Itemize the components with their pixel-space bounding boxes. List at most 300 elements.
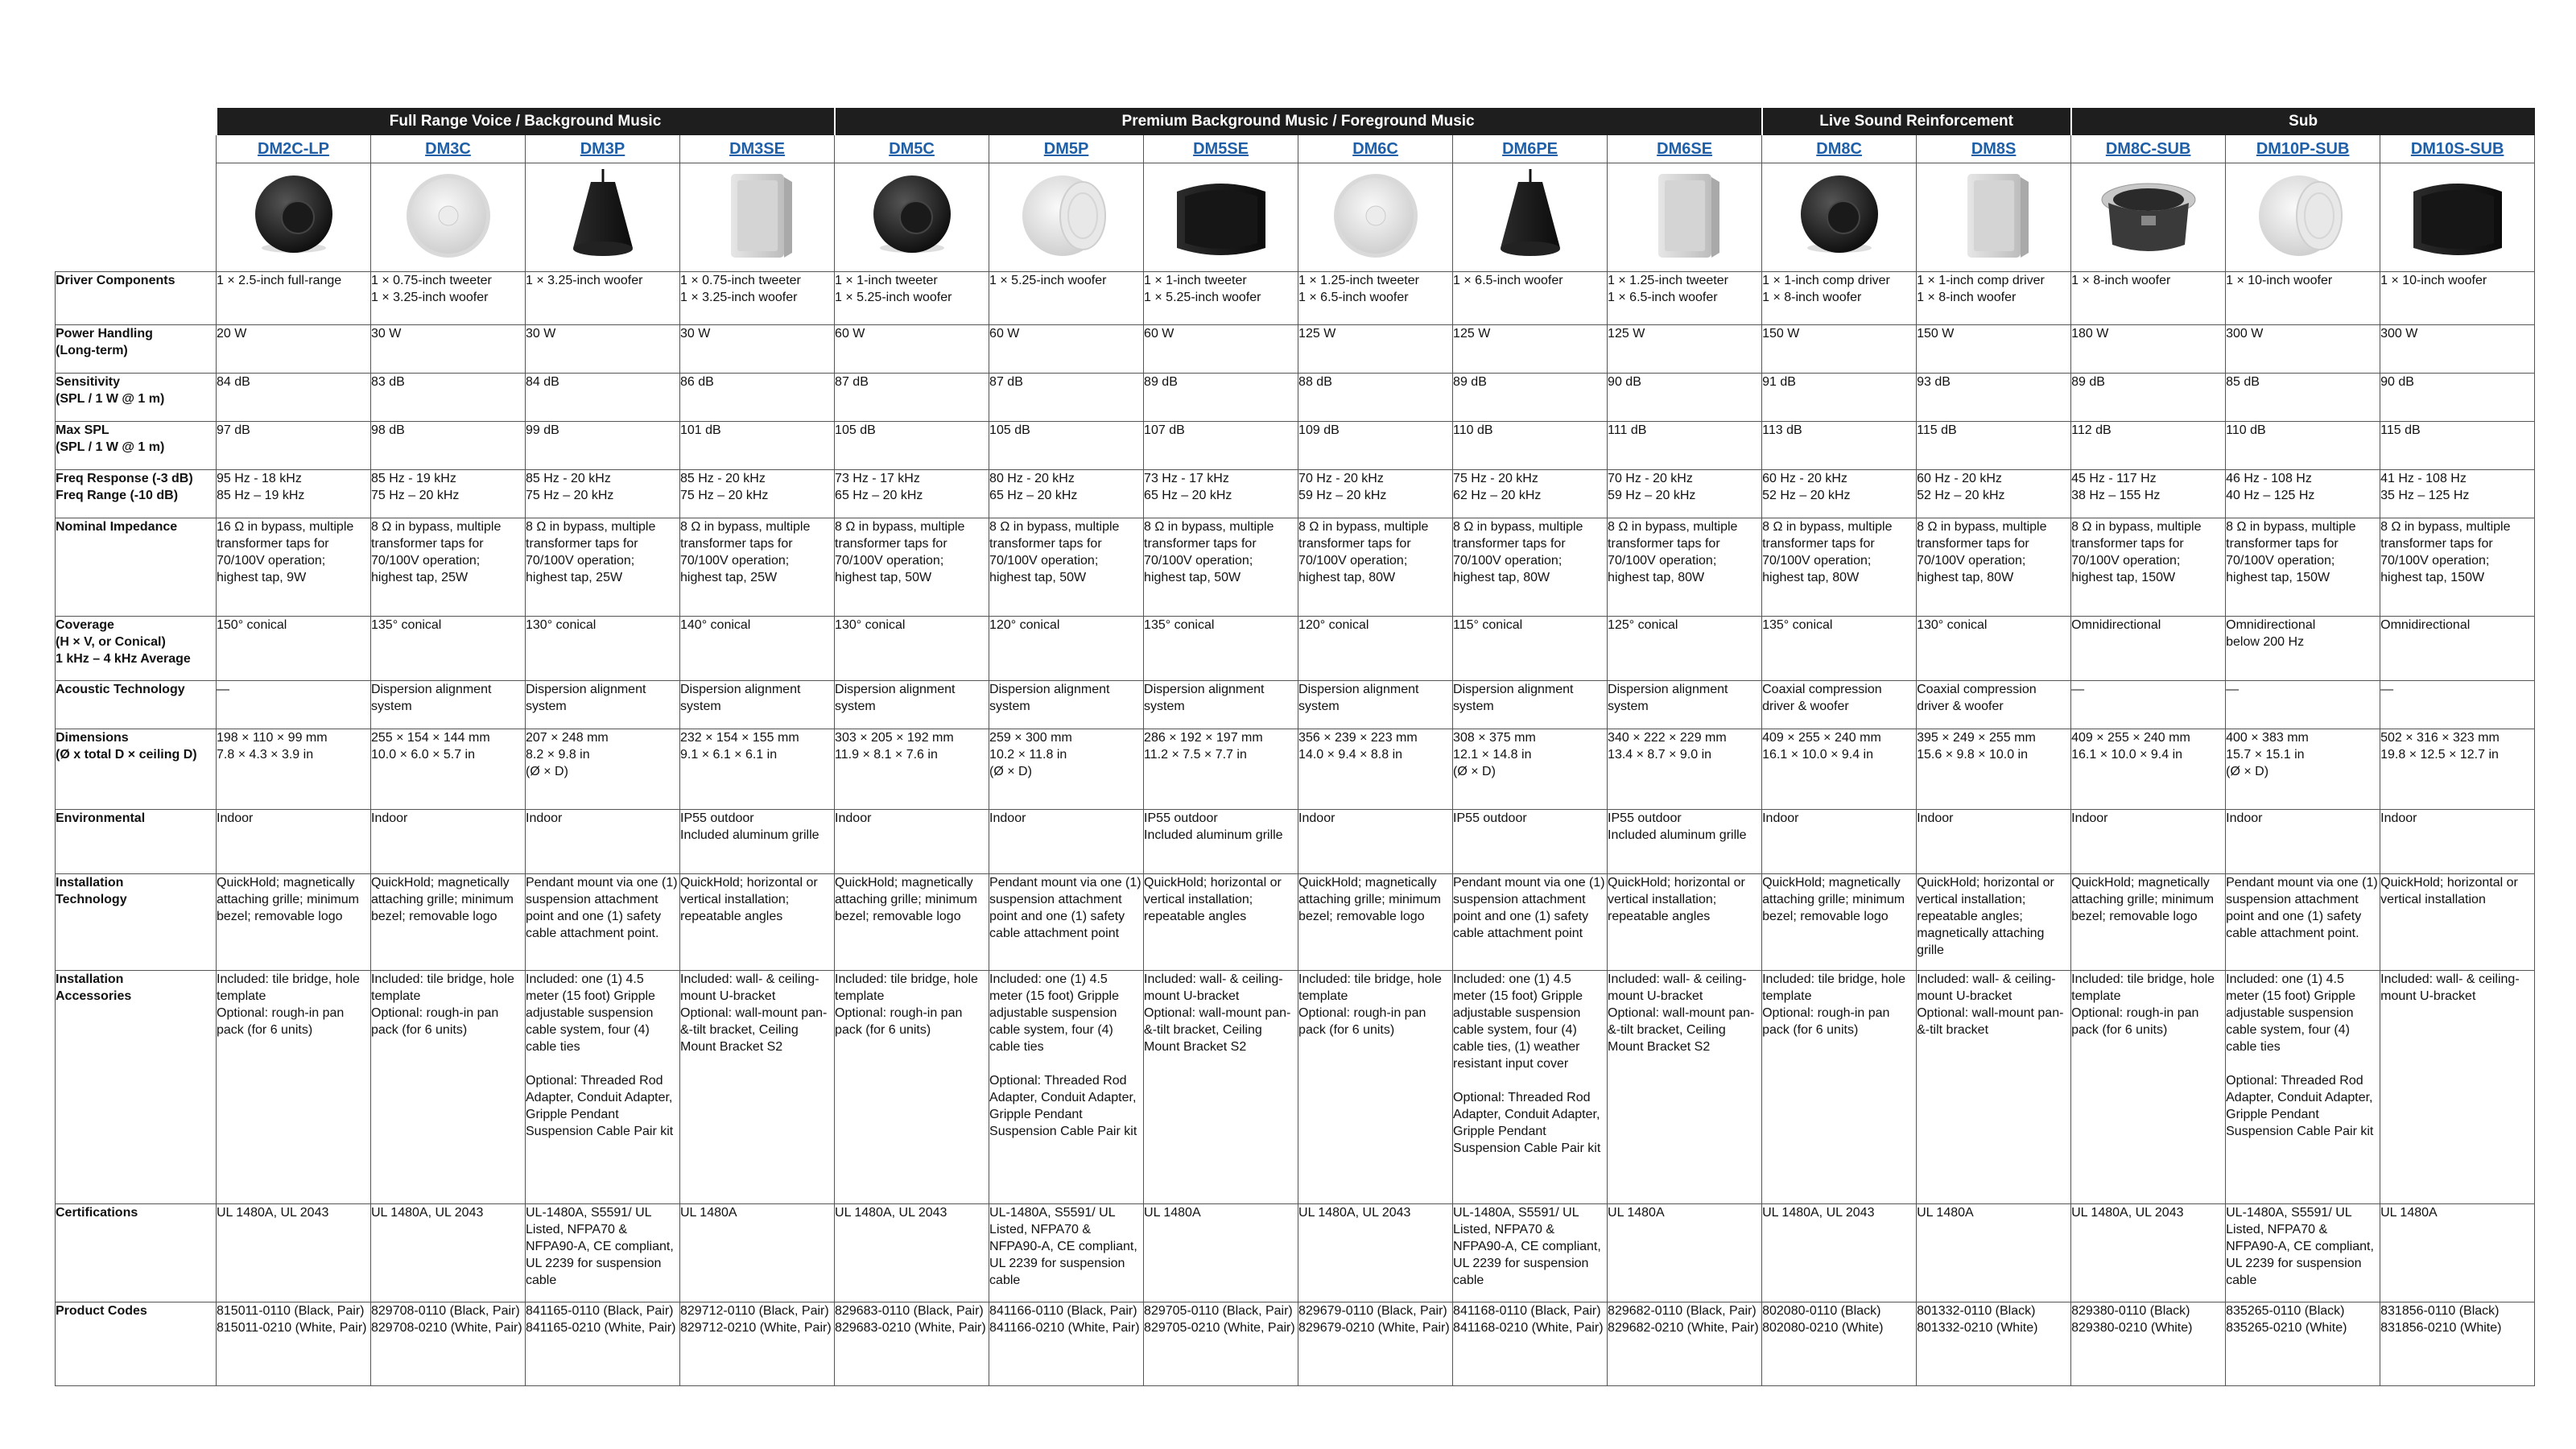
spec-cell: 60 Hz - 20 kHz 52 Hz – 20 kHz	[1762, 470, 1917, 518]
product-name-cell	[217, 135, 371, 163]
product-name-cell	[1453, 135, 1608, 163]
ceiling-speaker-white-icon	[1315, 167, 1436, 264]
group-header-row	[56, 108, 2535, 135]
spec-cell: Included: tile bridge, hole template Optional: rough-in pan pack (for 6 units)	[1298, 971, 1453, 1204]
spec-cell: 85 Hz - 20 kHz 75 Hz – 20 kHz	[526, 470, 680, 518]
spec-cell: Included: one (1) 4.5 meter (15 foot) Gripple adjustable suspension cable system, four (4) cable ties, (1) weather resistant input cover Optional: Threaded Rod Adapter, Conduit Adapter, Gripple Pendant Suspension Cable Pair kit	[1453, 971, 1608, 1204]
product-image-cell	[2226, 163, 2380, 272]
spec-cell: Included: tile bridge, hole template Optional: rough-in pan pack (for 6 units)	[217, 971, 371, 1204]
spec-cell: Dispersion alignment system	[1298, 681, 1453, 729]
product-link[interactable]: DM6PE	[1502, 139, 1558, 158]
product-link[interactable]: DM3C	[425, 139, 471, 158]
spec-cell: 91 dB	[1762, 374, 1917, 422]
spec-cell: 80 Hz - 20 kHz 65 Hz – 20 kHz	[989, 470, 1144, 518]
spec-cell: 1 × 10-inch woofer	[2380, 272, 2535, 325]
spec-cell: 30 W	[680, 325, 835, 374]
spec-cell: 815011-0110 (Black, Pair) 815011-0210 (White, Pair)	[217, 1302, 371, 1386]
pendant-speaker-white-icon	[2243, 167, 2363, 264]
spec-cell: 135° conical	[371, 617, 526, 681]
product-image-cell	[217, 163, 371, 272]
spec-cell: IP55 outdoor	[1453, 810, 1608, 874]
spec-cell: 8 Ω in bypass, multiple transformer taps for 70/100V operation; highest tap, 50W	[835, 518, 989, 617]
spec-cell: Dispersion alignment system	[835, 681, 989, 729]
spec-cell: 73 Hz - 17 kHz 65 Hz – 20 kHz	[1144, 470, 1298, 518]
spec-cell: 8 Ω in bypass, multiple transformer taps for 70/100V operation; highest tap, 150W	[2071, 518, 2226, 617]
product-name-cell	[1144, 135, 1298, 163]
spec-row	[56, 810, 2535, 874]
spec-cell: 829679-0110 (Black, Pair) 829679-0210 (White, Pair)	[1298, 1302, 1453, 1386]
spec-cell: 83 dB	[371, 374, 526, 422]
spec-row-label: Dimensions (Ø x total D × ceiling D)	[56, 729, 217, 810]
product-link[interactable]: DM8C	[1816, 139, 1862, 158]
spec-cell: 87 dB	[835, 374, 989, 422]
product-link[interactable]: DM2C-LP	[258, 139, 329, 158]
spec-row-label: Acoustic Technology	[56, 681, 217, 729]
product-image-cell	[680, 163, 835, 272]
spec-cell: 300 W	[2380, 325, 2535, 374]
spec-cell: Included: wall- & ceiling-mount U-bracket Optional: wall-mount pan-&-tilt bracket, Ceiling Mount Bracket S2	[1608, 971, 1762, 1204]
spec-cell: Included: one (1) 4.5 meter (15 foot) Gripple adjustable suspension cable system, four (4) cable ties Optional: Threaded Rod Adapter, Conduit Adapter, Gripple Pendant Suspension Cable Pair kit	[526, 971, 680, 1204]
spec-cell: 70 Hz - 20 kHz 59 Hz – 20 kHz	[1298, 470, 1453, 518]
product-image-cell	[1608, 163, 1762, 272]
spec-cell: 85 dB	[2226, 374, 2380, 422]
spec-cell: QuickHold; horizontal or vertical installation; repeatable angles; magnetically attaching grille	[1917, 874, 2071, 971]
spec-row-label: Installation Accessories	[56, 971, 217, 1204]
product-link[interactable]: DM8C-SUB	[2105, 139, 2191, 158]
product-image-cell	[989, 163, 1144, 272]
spec-cell: UL 1480A, UL 2043	[371, 1204, 526, 1302]
spec-cell: 802080-0110 (Black) 802080-0210 (White)	[1762, 1302, 1917, 1386]
spec-cell: 120° conical	[1298, 617, 1453, 681]
spec-cell: 90 dB	[1608, 374, 1762, 422]
group-header: Full Range Voice / Background Music	[217, 108, 835, 135]
spec-cell: UL 1480A	[680, 1204, 835, 1302]
spec-cell: 8 Ω in bypass, multiple transformer taps for 70/100V operation; highest tap, 80W	[1917, 518, 2071, 617]
product-link[interactable]: DM5C	[889, 139, 935, 158]
spec-cell: 259 × 300 mm 10.2 × 11.8 in (Ø × D)	[989, 729, 1144, 810]
spec-cell: 16 Ω in bypass, multiple transformer taps for 70/100V operation; highest tap, 9W	[217, 518, 371, 617]
spec-cell: IP55 outdoor Included aluminum grille	[680, 810, 835, 874]
spec-cell: 115 dB	[2380, 422, 2535, 470]
surface-speaker-white-icon	[1934, 167, 2054, 264]
spec-cell: 109 dB	[1298, 422, 1453, 470]
spec-row	[56, 1302, 2535, 1386]
spec-cell: 829683-0110 (Black, Pair) 829683-0210 (White, Pair)	[835, 1302, 989, 1386]
spec-cell: QuickHold; magnetically attaching grille; minimum bezel; removable logo	[1762, 874, 1917, 971]
spec-cell: Included: wall- & ceiling-mount U-bracket	[2380, 971, 2535, 1204]
spec-cell: 99 dB	[526, 422, 680, 470]
product-image-row	[56, 163, 2535, 272]
surface-speaker-white-icon	[1624, 167, 1745, 264]
group-header: Sub	[2071, 108, 2535, 135]
spec-row	[56, 518, 2535, 617]
spec-cell: 130° conical	[835, 617, 989, 681]
spec-cell: 93 dB	[1917, 374, 2071, 422]
spec-cell: Indoor	[989, 810, 1144, 874]
spec-cell: 150 W	[1917, 325, 2071, 374]
spec-cell: 841168-0110 (Black, Pair) 841168-0210 (White, Pair)	[1453, 1302, 1608, 1386]
spec-cell: 125 W	[1453, 325, 1608, 374]
spec-cell: 8 Ω in bypass, multiple transformer taps for 70/100V operation; highest tap, 25W	[371, 518, 526, 617]
spec-cell: 1 × 1-inch comp driver 1 × 8-inch woofer	[1762, 272, 1917, 325]
product-name-cell	[1608, 135, 1762, 163]
spec-cell: —	[2071, 681, 2226, 729]
spec-cell: 409 × 255 × 240 mm 16.1 × 10.0 × 9.4 in	[1762, 729, 1917, 810]
spec-cell: Omnidirectional	[2380, 617, 2535, 681]
spec-row	[56, 374, 2535, 422]
product-image-cell	[526, 163, 680, 272]
spec-cell: 841166-0110 (Black, Pair) 841166-0210 (White, Pair)	[989, 1302, 1144, 1386]
product-image-cell	[1762, 163, 1917, 272]
spec-cell: 8 Ω in bypass, multiple transformer taps for 70/100V operation; highest tap, 50W	[1144, 518, 1298, 617]
spec-cell: 300 W	[2226, 325, 2380, 374]
spec-cell: UL-1480A, S5591/ UL Listed, NFPA70 & NFPA90-A, CE compliant, UL 2239 for suspension cable	[2226, 1204, 2380, 1302]
spec-cell: Omnidirectional	[2071, 617, 2226, 681]
spec-cell: 130° conical	[526, 617, 680, 681]
spec-cell: 831856-0110 (Black) 831856-0210 (White)	[2380, 1302, 2535, 1386]
spec-row-label: Driver Components	[56, 272, 217, 325]
spec-cell: 84 dB	[526, 374, 680, 422]
spec-cell: 90 dB	[2380, 374, 2535, 422]
product-name-cell	[2071, 135, 2226, 163]
pendant-speaker-black-icon	[543, 167, 663, 264]
product-link[interactable]: DM8S	[1971, 139, 2017, 158]
spec-cell: Included: tile bridge, hole template Optional: rough-in pan pack (for 6 units)	[835, 971, 989, 1204]
spec-cell: Dispersion alignment system	[371, 681, 526, 729]
spec-cell: 8 Ω in bypass, multiple transformer taps for 70/100V operation; highest tap, 25W	[680, 518, 835, 617]
spec-cell: 829705-0110 (Black, Pair) 829705-0210 (White, Pair)	[1144, 1302, 1298, 1386]
header-corner	[56, 163, 217, 272]
spec-cell: 113 dB	[1762, 422, 1917, 470]
spec-cell: 135° conical	[1144, 617, 1298, 681]
spec-cell: 89 dB	[2071, 374, 2226, 422]
product-image-cell	[835, 163, 989, 272]
spec-cell: Dispersion alignment system	[1144, 681, 1298, 729]
spec-cell: QuickHold; horizontal or vertical installation; repeatable angles	[1608, 874, 1762, 971]
spec-row-label: Nominal Impedance	[56, 518, 217, 617]
product-link[interactable]: DM10P-SUB	[2256, 139, 2350, 158]
product-image-cell	[1453, 163, 1608, 272]
spec-cell: 60 W	[1144, 325, 1298, 374]
product-link[interactable]: DM5SE	[1193, 139, 1249, 158]
spec-cell: 105 dB	[835, 422, 989, 470]
spec-row	[56, 729, 2535, 810]
spec-cell: Included: wall- & ceiling-mount U-bracket Optional: wall-mount pan-&-tilt bracket, Ceiling Mount Bracket S2	[680, 971, 835, 1204]
spec-cell: 107 dB	[1144, 422, 1298, 470]
spec-cell: QuickHold; magnetically attaching grille; minimum bezel; removable logo	[2071, 874, 2226, 971]
spec-cell: 60 Hz - 20 kHz 52 Hz – 20 kHz	[1917, 470, 2071, 518]
spec-cell: 120° conical	[989, 617, 1144, 681]
spec-cell: Pendant mount via one (1) suspension attachment point and one (1) safety cable attachment point	[989, 874, 1144, 971]
spec-cell: 111 dB	[1608, 422, 1762, 470]
spec-cell: 98 dB	[371, 422, 526, 470]
spec-cell: 829380-0110 (Black) 829380-0210 (White)	[2071, 1302, 2226, 1386]
spec-cell: Omnidirectional below 200 Hz	[2226, 617, 2380, 681]
spec-cell: 41 Hz - 108 Hz 35 Hz – 125 Hz	[2380, 470, 2535, 518]
spec-cell: 8 Ω in bypass, multiple transformer taps for 70/100V operation; highest tap, 80W	[1608, 518, 1762, 617]
product-name-cell	[2226, 135, 2380, 163]
spec-cell: Included: wall- & ceiling-mount U-bracket Optional: wall-mount pan-&-tilt bracket	[1917, 971, 2071, 1204]
spec-cell: UL 1480A	[1917, 1204, 2071, 1302]
spec-cell: 1 × 1.25-inch tweeter 1 × 6.5-inch woofer	[1608, 272, 1762, 325]
spec-cell: Pendant mount via one (1) suspension attachment point and one (1) safety cable attachment point	[1453, 874, 1608, 971]
spec-cell: 180 W	[2071, 325, 2226, 374]
spec-cell: Pendant mount via one (1) suspension attachment point and one (1) safety cable attachment point.	[2226, 874, 2380, 971]
spec-cell: 95 Hz - 18 kHz 85 Hz – 19 kHz	[217, 470, 371, 518]
spec-cell: 1 × 1-inch tweeter 1 × 5.25-inch woofer	[835, 272, 989, 325]
spec-cell: 1 × 10-inch woofer	[2226, 272, 2380, 325]
spec-cell: UL 1480A	[1608, 1204, 1762, 1302]
spec-cell: UL-1480A, S5591/ UL Listed, NFPA70 & NFPA90-A, CE compliant, UL 2239 for suspension cable	[1453, 1204, 1608, 1302]
spec-cell: 841165-0110 (Black, Pair) 841165-0210 (White, Pair)	[526, 1302, 680, 1386]
spec-cell: Dispersion alignment system	[1453, 681, 1608, 729]
spec-cell: UL 1480A, UL 2043	[2071, 1204, 2226, 1302]
spec-cell: QuickHold; horizontal or vertical installation	[2380, 874, 2535, 971]
spec-cell: 150 W	[1762, 325, 1917, 374]
spec-cell: QuickHold; magnetically attaching grille; minimum bezel; removable logo	[835, 874, 989, 971]
pendant-speaker-black-icon	[1470, 167, 1591, 264]
spec-cell: Coaxial compression driver & woofer	[1762, 681, 1917, 729]
spec-cell: 829708-0110 (Black, Pair) 829708-0210 (White, Pair)	[371, 1302, 526, 1386]
spec-cell: 1 × 1-inch tweeter 1 × 5.25-inch woofer	[1144, 272, 1298, 325]
pendant-speaker-white-icon	[1006, 167, 1127, 264]
spec-cell: 8 Ω in bypass, multiple transformer taps for 70/100V operation; highest tap, 25W	[526, 518, 680, 617]
spec-cell: 255 × 154 × 144 mm 10.0 × 6.0 × 5.7 in	[371, 729, 526, 810]
spec-cell: 110 dB	[1453, 422, 1608, 470]
spec-cell: 73 Hz - 17 kHz 65 Hz – 20 kHz	[835, 470, 989, 518]
product-name-cell	[1917, 135, 2071, 163]
spec-row	[56, 681, 2535, 729]
spec-cell: 115° conical	[1453, 617, 1608, 681]
spec-cell: 1 × 2.5-inch full-range	[217, 272, 371, 325]
spec-cell: 1 × 0.75-inch tweeter 1 × 3.25-inch woofer	[371, 272, 526, 325]
spec-cell: UL 1480A, UL 2043	[835, 1204, 989, 1302]
spec-cell: Indoor	[371, 810, 526, 874]
ceiling-speaker-black-icon	[1779, 167, 1900, 264]
spec-cell: 1 × 1-inch comp driver 1 × 8-inch woofer	[1917, 272, 2071, 325]
spec-cell: UL 1480A	[1144, 1204, 1298, 1302]
product-link[interactable]: DM6C	[1352, 139, 1398, 158]
spec-cell: Indoor	[2226, 810, 2380, 874]
spec-cell: UL-1480A, S5591/ UL Listed, NFPA70 & NFPA90-A, CE compliant, UL 2239 for suspension cable	[989, 1204, 1144, 1302]
spec-cell: 89 dB	[1453, 374, 1608, 422]
product-link[interactable]: DM5P	[1043, 139, 1089, 158]
spec-cell: QuickHold; horizontal or vertical installation; repeatable angles	[1144, 874, 1298, 971]
spec-cell: 75 Hz - 20 kHz 62 Hz – 20 kHz	[1453, 470, 1608, 518]
spec-cell: 1 × 8-inch woofer	[2071, 272, 2226, 325]
spec-cell: Dispersion alignment system	[680, 681, 835, 729]
spec-cell: 60 W	[835, 325, 989, 374]
spec-cell: 340 × 222 × 229 mm 13.4 × 8.7 × 9.0 in	[1608, 729, 1762, 810]
surface-speaker-black-icon	[1161, 167, 1282, 264]
spec-cell: UL-1480A, S5591/ UL Listed, NFPA70 & NFPA90-A, CE compliant, UL 2239 for suspension cable	[526, 1204, 680, 1302]
product-name-cell	[680, 135, 835, 163]
spec-cell: Included: tile bridge, hole template Optional: rough-in pan pack (for 6 units)	[1762, 971, 1917, 1204]
product-link[interactable]: DM3P	[580, 139, 625, 158]
spec-cell: Included: one (1) 4.5 meter (15 foot) Gripple adjustable suspension cable system, four (4) cable ties Optional: Threaded Rod Adapter, Conduit Adapter, Gripple Pendant Suspension Cable Pair kit	[989, 971, 1144, 1204]
spec-table	[55, 108, 2535, 1386]
spec-row	[56, 874, 2535, 971]
product-image-cell	[371, 163, 526, 272]
spec-cell: 303 × 205 × 192 mm 11.9 × 8.1 × 7.6 in	[835, 729, 989, 810]
spec-cell: 286 × 192 × 197 mm 11.2 × 7.5 × 7.7 in	[1144, 729, 1298, 810]
spec-cell: 60 W	[989, 325, 1144, 374]
product-link[interactable]: DM10S-SUB	[2410, 139, 2504, 158]
spec-cell: —	[2380, 681, 2535, 729]
spec-cell: 829682-0110 (Black, Pair) 829682-0210 (White, Pair)	[1608, 1302, 1762, 1386]
product-image-cell	[1144, 163, 1298, 272]
spec-cell: 45 Hz - 117 Hz 38 Hz – 155 Hz	[2071, 470, 2226, 518]
spec-cell: 308 × 375 mm 12.1 × 14.8 in (Ø × D)	[1453, 729, 1608, 810]
spec-cell: 125 W	[1298, 325, 1453, 374]
product-name-cell	[1762, 135, 1917, 163]
spec-cell: 1 × 0.75-inch tweeter 1 × 3.25-inch woofer	[680, 272, 835, 325]
spec-cell: 207 × 248 mm 8.2 × 9.8 in (Ø × D)	[526, 729, 680, 810]
spec-cell: QuickHold; magnetically attaching grille; minimum bezel; removable logo	[371, 874, 526, 971]
spec-cell: 30 W	[526, 325, 680, 374]
spec-cell: 97 dB	[217, 422, 371, 470]
spec-cell: Indoor	[217, 810, 371, 874]
product-name-cell	[835, 135, 989, 163]
ceiling-speaker-black-icon	[233, 167, 354, 264]
spec-cell: 135° conical	[1762, 617, 1917, 681]
spec-cell: 1 × 5.25-inch woofer	[989, 272, 1144, 325]
surface-speaker-white-icon	[697, 167, 818, 264]
spec-cell: 1 × 1.25-inch tweeter 1 × 6.5-inch woofer	[1298, 272, 1453, 325]
spec-row	[56, 325, 2535, 374]
product-name-cell	[1298, 135, 1453, 163]
spec-cell: 20 W	[217, 325, 371, 374]
group-header: Live Sound Reinforcement	[1762, 108, 2071, 135]
spec-cell: 150° conical	[217, 617, 371, 681]
spec-cell: Indoor	[1762, 810, 1917, 874]
spec-cell: QuickHold; magnetically attaching grille; minimum bezel; removable logo	[1298, 874, 1453, 971]
product-name-cell	[371, 135, 526, 163]
spec-row-label: Sensitivity (SPL / 1 W @ 1 m)	[56, 374, 217, 422]
spec-row-label: Power Handling (Long-term)	[56, 325, 217, 374]
spec-cell: Included: tile bridge, hole template Optional: rough-in pan pack (for 6 units)	[371, 971, 526, 1204]
spec-cell: 115 dB	[1917, 422, 2071, 470]
spec-cell: 198 × 110 × 99 mm 7.8 × 4.3 × 3.9 in	[217, 729, 371, 810]
spec-cell: 8 Ω in bypass, multiple transformer taps for 70/100V operation; highest tap, 80W	[1762, 518, 1917, 617]
product-link[interactable]: DM3SE	[729, 139, 785, 158]
spec-cell: Dispersion alignment system	[1608, 681, 1762, 729]
spec-row-label: Freq Response (-3 dB) Freq Range (-10 dB)	[56, 470, 217, 518]
surface-speaker-black-icon	[2397, 167, 2518, 264]
spec-cell: Indoor	[526, 810, 680, 874]
spec-cell: 8 Ω in bypass, multiple transformer taps for 70/100V operation; highest tap, 80W	[1298, 518, 1453, 617]
spec-cell: 140° conical	[680, 617, 835, 681]
spec-cell: 395 × 249 × 255 mm 15.6 × 9.8 × 10.0 in	[1917, 729, 2071, 810]
spec-cell: 1 × 6.5-inch woofer	[1453, 272, 1608, 325]
spec-cell: 829712-0110 (Black, Pair) 829712-0210 (White, Pair)	[680, 1302, 835, 1386]
spec-cell: Included: tile bridge, hole template Optional: rough-in pan pack (for 6 units)	[2071, 971, 2226, 1204]
spec-cell: 8 Ω in bypass, multiple transformer taps for 70/100V operation; highest tap, 50W	[989, 518, 1144, 617]
spec-cell: UL 1480A, UL 2043	[1298, 1204, 1453, 1302]
spec-cell: 801332-0110 (Black) 801332-0210 (White)	[1917, 1302, 2071, 1386]
spec-cell: Indoor	[1298, 810, 1453, 874]
header-corner	[56, 135, 217, 163]
product-name-cell	[2380, 135, 2535, 163]
product-name-cell	[526, 135, 680, 163]
product-name-cell	[989, 135, 1144, 163]
spec-row	[56, 971, 2535, 1204]
spec-cell: Indoor	[2380, 810, 2535, 874]
spec-cell: 1 × 3.25-inch woofer	[526, 272, 680, 325]
spec-cell: IP55 outdoor Included aluminum grille	[1144, 810, 1298, 874]
spec-row-label: Installation Technology	[56, 874, 217, 971]
product-image-cell	[1917, 163, 2071, 272]
spec-cell: Included: one (1) 4.5 meter (15 foot) Gripple adjustable suspension cable system, four (4) cable ties Optional: Threaded Rod Adapter, Conduit Adapter, Gripple Pendant Suspension Cable Pair kit	[2226, 971, 2380, 1204]
spec-cell: 8 Ω in bypass, multiple transformer taps for 70/100V operation; highest tap, 80W	[1453, 518, 1608, 617]
spec-cell: 125 W	[1608, 325, 1762, 374]
spec-cell: 130° conical	[1917, 617, 2071, 681]
spec-cell: UL 1480A, UL 2043	[217, 1204, 371, 1302]
spec-cell: 8 Ω in bypass, multiple transformer taps for 70/100V operation; highest tap, 150W	[2380, 518, 2535, 617]
spec-cell: 409 × 255 × 240 mm 16.1 × 10.0 × 9.4 in	[2071, 729, 2226, 810]
product-image-cell	[2380, 163, 2535, 272]
spec-cell: 110 dB	[2226, 422, 2380, 470]
spec-cell: 502 × 316 × 323 mm 19.8 × 12.5 × 12.7 in	[2380, 729, 2535, 810]
spec-cell: 232 × 154 × 155 mm 9.1 × 6.1 × 6.1 in	[680, 729, 835, 810]
product-image-cell	[1298, 163, 1453, 272]
spec-cell: 84 dB	[217, 374, 371, 422]
spec-cell: QuickHold; horizontal or vertical installation; repeatable angles	[680, 874, 835, 971]
product-link[interactable]: DM6SE	[1657, 139, 1713, 158]
spec-row	[56, 422, 2535, 470]
spec-row-label: Coverage (H × V, or Conical) 1 kHz – 4 kHz Average	[56, 617, 217, 681]
spec-cell: Included: wall- & ceiling-mount U-bracket Optional: wall-mount pan-&-tilt bracket, Ceiling Mount Bracket S2	[1144, 971, 1298, 1204]
spec-cell: 356 × 239 × 223 mm 14.0 × 9.4 × 8.8 in	[1298, 729, 1453, 810]
spec-cell: —	[217, 681, 371, 729]
spec-cell: Dispersion alignment system	[989, 681, 1144, 729]
spec-cell: Indoor	[835, 810, 989, 874]
spec-cell: 85 Hz - 19 kHz 75 Hz – 20 kHz	[371, 470, 526, 518]
spec-cell: UL 1480A, UL 2043	[1762, 1204, 1917, 1302]
spec-row-label: Environmental	[56, 810, 217, 874]
spec-row-label: Product Codes	[56, 1302, 217, 1386]
spec-row-label: Certifications	[56, 1204, 217, 1302]
spec-cell: Coaxial compression driver & woofer	[1917, 681, 2071, 729]
spec-cell: 86 dB	[680, 374, 835, 422]
ceiling-speaker-white-icon	[388, 167, 509, 264]
spec-cell: 8 Ω in bypass, multiple transformer taps for 70/100V operation; highest tap, 150W	[2226, 518, 2380, 617]
ceiling-sub-grey-icon	[2088, 167, 2209, 264]
spec-cell: 88 dB	[1298, 374, 1453, 422]
spec-cell: 112 dB	[2071, 422, 2226, 470]
spec-row	[56, 1204, 2535, 1302]
spec-cell: 46 Hz - 108 Hz 40 Hz – 125 Hz	[2226, 470, 2380, 518]
spec-cell: 835265-0110 (Black) 835265-0210 (White)	[2226, 1302, 2380, 1386]
spec-cell: —	[2226, 681, 2380, 729]
spec-row	[56, 617, 2535, 681]
spec-cell: QuickHold; magnetically attaching grille; minimum bezel; removable logo	[217, 874, 371, 971]
spec-cell: 70 Hz - 20 kHz 59 Hz – 20 kHz	[1608, 470, 1762, 518]
spec-cell: 30 W	[371, 325, 526, 374]
spec-cell: 85 Hz - 20 kHz 75 Hz – 20 kHz	[680, 470, 835, 518]
spec-cell: 87 dB	[989, 374, 1144, 422]
spec-cell: UL 1480A	[2380, 1204, 2535, 1302]
ceiling-speaker-black-icon	[852, 167, 972, 264]
product-image-cell	[2071, 163, 2226, 272]
product-name-row	[56, 135, 2535, 163]
spec-cell: Indoor	[2071, 810, 2226, 874]
spec-row	[56, 470, 2535, 518]
spec-cell: 105 dB	[989, 422, 1144, 470]
spec-cell: 101 dB	[680, 422, 835, 470]
spec-cell: 89 dB	[1144, 374, 1298, 422]
group-header: Premium Background Music / Foreground Music	[835, 108, 1762, 135]
